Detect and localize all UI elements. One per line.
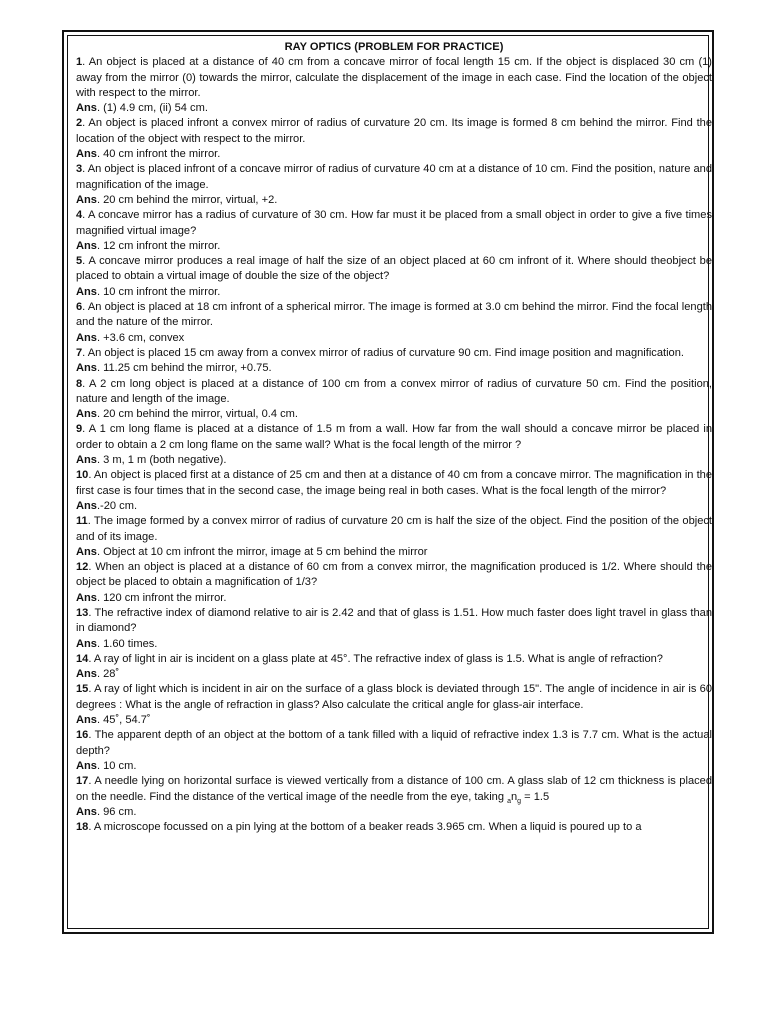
answer-label: Ans (76, 668, 97, 681)
formula-base: n (510, 790, 518, 803)
question-number: 6 (76, 301, 83, 314)
question-text: . An object is placed infront of a concave mirror of radius of curvature 40 cm at a distance of 10 cm. Find the position, nature and magnification of the image. (76, 163, 712, 191)
question-8 (76, 377, 712, 408)
question-text: . The apparent depth of an object at the bottom of a tank filled with a liquid of refractive index 1.3 is 7.7 cm. What is the actual depth? (76, 729, 712, 757)
question-12 (76, 560, 712, 591)
question-text: . A 2 cm long object is placed at a distance of 100 cm from a convex mirror of radius of curvature 50 cm. Find the position, nature and length of the image. (76, 377, 712, 405)
question-text: . An object is placed at 18 cm infront of a spherical mirror. The image is formed at 3.0 cm behind the mirror. Find the focal length and the nature of the mirror. (76, 301, 712, 329)
answer-12 (76, 591, 712, 606)
answer-text: . +3.6 cm, convex (96, 331, 185, 344)
answer-16 (76, 759, 712, 774)
answer-7 (76, 361, 712, 376)
question-number: 18 (76, 821, 89, 834)
document-title: RAY OPTICS (PROBLEM FOR PRACTICE) (284, 41, 504, 53)
answer-3 (76, 193, 712, 208)
question-1 (76, 55, 712, 101)
answer-text: . 20 cm behind the mirror, virtual, +2. (96, 193, 278, 206)
answer-label: Ans (76, 362, 97, 375)
answer-text: . 20 cm behind the mirror, virtual, 0.4 cm. (96, 408, 298, 421)
question-14 (76, 652, 712, 667)
question-text: . A needle lying on horizontal surface is viewed vertically from a distance of 100 cm. A glass slab of 12 cm thickness is placed on the needle. Find the distance of the vertical image of the needle from the eye, taking (76, 775, 712, 803)
answer-text: . 12 cm infront the mirror. (96, 239, 221, 252)
answer-text: . 40 cm infront the mirror. (96, 148, 221, 161)
formula-value: = 1.5 (521, 790, 550, 803)
answer-text: . 10 cm. (96, 759, 137, 772)
question-3 (76, 162, 712, 193)
question-text: . A concave mirror produces a real image of half the size of an object placed at 60 cm infront of it. Where should theobject be placed to obtain a virtual image of double the size of the object? (76, 255, 712, 283)
question-11 (76, 514, 712, 545)
answer-17 (76, 805, 712, 820)
answer-text: . 1.60 times. (96, 637, 158, 650)
answer-15 (76, 713, 712, 728)
answer-text: . 45˚, 54.7˚ (96, 714, 151, 727)
question-number: 5 (76, 255, 83, 268)
answer-label: Ans (76, 591, 97, 604)
question-text: . A ray of light which is incident in air on the surface of a glass block is deviated through 15". The angle of incidence in air is 60 degrees : What is the angle of refraction in glass? Also calculate the critical angle for glass-air interface. (76, 683, 712, 711)
question-7 (76, 346, 712, 361)
answer-text: . 96 cm. (96, 805, 137, 818)
question-text: . The image formed by a convex mirror of radius of curvature 20 cm is half the size of the object. Find the position of the object and of its image. (76, 515, 712, 543)
answer-label: Ans (76, 545, 97, 558)
question-5 (76, 254, 712, 285)
answer-label: Ans (76, 714, 97, 727)
answer-2 (76, 147, 712, 162)
formula-subscript: g (517, 797, 522, 805)
question-text: . When an object is placed at a distance of 60 cm from a convex mirror, the magnification produced is 1/2. Where should the object be placed to obtain a magnification of 1/3? (76, 561, 712, 589)
answer-text: . 28˚ (96, 668, 120, 681)
answer-text: . (1) 4.9 cm, (ii) 54 cm. (96, 102, 208, 115)
question-text: . A concave mirror has a radius of curvature of 30 cm. How far must it be placed from a small object in order to give a five times magnified virtual image? (76, 209, 712, 237)
question-number: 16 (76, 729, 89, 742)
question-list (76, 55, 712, 835)
question-13 (76, 606, 712, 637)
answer-label: Ans (76, 805, 97, 818)
answer-label: Ans (76, 637, 97, 650)
question-text: . An object is placed at a distance of 40 cm from a concave mirror of focal length 15 cm. If the object is displaced 30 cm (1) away from the mirror (0) towards the mirror, calculate the displacement of the image in each case. Find the location of the object with respect to the mirror. (76, 56, 712, 99)
question-text: . A microscope focussed on a pin lying at the bottom of a beaker reads 3.965 cm. When a liquid is poured up to a (88, 821, 642, 834)
answer-label: Ans (76, 102, 97, 115)
question-17 (76, 774, 712, 805)
question-number: 1 (76, 56, 83, 69)
formula-pre-subscript: a (507, 797, 511, 805)
answer-label: Ans (76, 148, 97, 161)
answer-text: . Object at 10 cm infront the mirror, image at 5 cm behind the mirror (96, 545, 428, 558)
question-4 (76, 208, 712, 239)
document-body (76, 40, 712, 835)
question-text: . A 1 cm long flame is placed at a distance of 1.5 m from a wall. How far from the wall should a concave mirror be placed in order to obtain a 2 cm long flame on the same wall? What is the focal length of the mirror ? (76, 423, 712, 451)
question-text: . An object is placed infront a convex mirror of radius of curvature 20 cm. Its image is formed 8 cm behind the mirror. Find the location of the object with respect to the mirror. (76, 117, 712, 145)
question-number: 9 (76, 423, 83, 436)
question-number: 7 (76, 346, 83, 359)
question-15 (76, 682, 712, 713)
question-number: 11 (76, 515, 88, 528)
answer-label: Ans (76, 759, 97, 772)
question-number: 10 (76, 469, 89, 482)
answer-label: Ans (76, 331, 97, 344)
answer-4 (76, 239, 712, 254)
answer-1 (76, 101, 712, 116)
question-text: . The refractive index of diamond relative to air is 2.42 and that of glass is 1.51. How much faster does light travel in glass than in diamond? (76, 606, 712, 635)
refractive-index-formula (507, 791, 549, 803)
answer-label: Ans (76, 239, 97, 252)
answer-label: Ans (76, 408, 97, 421)
question-number: 14 (76, 652, 89, 665)
answer-text: . 3 m, 1 m (both negative). (96, 454, 227, 467)
answer-9 (76, 453, 712, 468)
answer-6 (76, 331, 712, 346)
answer-11 (76, 545, 712, 560)
question-number: 2 (76, 117, 83, 130)
question-18 (76, 820, 712, 835)
answer-text: . 10 cm infront the mirror. (96, 285, 221, 298)
question-number: 13 (76, 606, 89, 619)
answer-text: . 11.25 cm behind the mirror, +0.75. (96, 362, 272, 375)
question-6 (76, 300, 712, 331)
question-number: 15 (76, 683, 89, 696)
question-text: . An object is placed first at a distance of 25 cm and then at a distance of 40 cm from a concave mirror. The magnification in the first case is four times that in the second case, the image being real in both cases. What is the focal length of the mirror? (76, 469, 712, 497)
answer-label: Ans (76, 193, 97, 206)
answer-5 (76, 285, 712, 300)
question-9 (76, 422, 712, 453)
question-number: 4 (76, 209, 83, 222)
question-text: . An object is placed 15 cm away from a convex mirror of radius of curvature 90 cm. Find image position and magnification. (82, 346, 684, 359)
answer-label: Ans (76, 499, 97, 512)
question-number: 3 (76, 163, 83, 176)
question-text: . A ray of light in air is incident on a glass plate at 45°. The refractive index of glass is 1.5. What is angle of refraction? (88, 652, 663, 665)
question-16 (76, 728, 712, 759)
answer-14 (76, 667, 712, 682)
answer-10 (76, 499, 712, 514)
question-number: 12 (76, 561, 89, 574)
answer-8 (76, 407, 712, 422)
answer-text: .-20 cm. (96, 499, 138, 512)
question-10 (76, 468, 712, 499)
question-number: 8 (76, 377, 83, 390)
answer-text: . 120 cm infront the mirror. (96, 591, 227, 604)
answer-label: Ans (76, 285, 97, 298)
answer-label: Ans (76, 454, 97, 467)
answer-13 (76, 637, 712, 652)
question-number: 17 (76, 775, 89, 788)
question-2 (76, 116, 712, 147)
